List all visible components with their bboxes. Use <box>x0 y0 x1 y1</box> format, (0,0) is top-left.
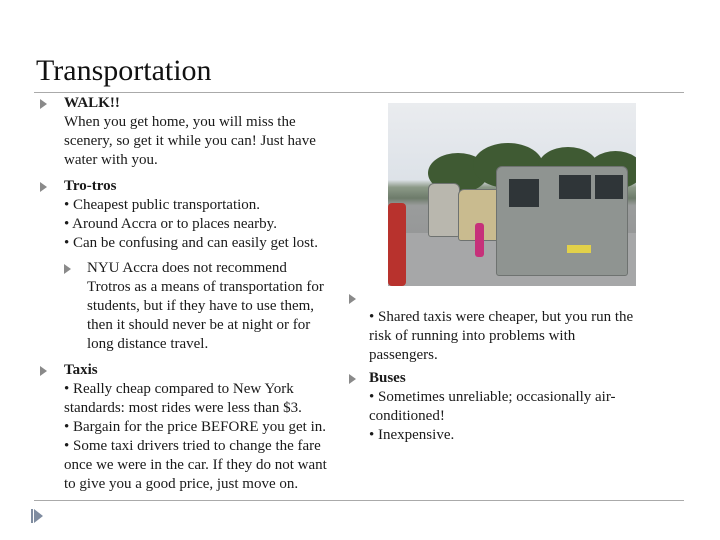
title-divider <box>34 92 684 93</box>
walk-line: scenery, so get it while you can! Just have <box>64 133 316 149</box>
shared-line: passengers. <box>369 347 438 363</box>
next-slide-icon[interactable] <box>34 509 43 523</box>
van-plate <box>567 245 591 253</box>
trotros-subnote <box>87 259 357 354</box>
pedestrian-shape <box>475 223 484 257</box>
trotros-subnote-line: long distance travel. <box>87 336 209 352</box>
van-window <box>559 175 591 199</box>
shared-line: • Shared taxis were cheaper, but you run the <box>369 309 634 325</box>
walk-line: When you get home, you will miss the <box>64 114 296 130</box>
walk-heading: WALK!! <box>64 95 120 111</box>
buses-section <box>369 369 669 445</box>
taxis-line: • Really cheap compared to New York <box>64 381 294 397</box>
taxis-line: once we were in the car. If they do not want <box>64 457 327 473</box>
trotros-subnote-line: then it should never be at night or for <box>87 317 311 333</box>
slide-title: Transportation <box>36 54 212 87</box>
bullet-arrow-icon <box>349 374 356 384</box>
van-window <box>509 179 539 207</box>
trotros-section <box>64 177 364 253</box>
taxis-section <box>64 361 364 494</box>
taxis-line: • Bargain for the price BEFORE you get in. <box>64 419 327 435</box>
buses-line: conditioned! <box>369 408 445 424</box>
minibus-shape <box>496 166 628 276</box>
walk-section <box>64 94 364 170</box>
red-car-shape <box>388 203 406 286</box>
trotros-line: • Around Accra or to places nearby. <box>64 216 277 232</box>
trotros-subnote-line: NYU Accra does not recommend <box>87 260 287 276</box>
van-window <box>595 175 623 199</box>
sub-bullet-arrow-icon <box>64 264 71 274</box>
nav-bar <box>31 509 33 523</box>
minibus-shape <box>428 183 460 237</box>
buses-line: • Inexpensive. <box>369 427 455 443</box>
taxis-line: • Some taxi drivers tried to change the fare <box>64 438 321 454</box>
shared-taxis-section <box>369 308 669 365</box>
bullet-arrow-icon <box>349 294 356 304</box>
trotros-heading: Tro-tros <box>64 178 117 194</box>
buses-heading: Buses <box>369 370 406 386</box>
trotros-subnote-line: Trotros as a means of transportation for <box>87 279 324 295</box>
traffic-photo <box>388 103 636 286</box>
shared-line: risk of running into problems with <box>369 328 576 344</box>
trotros-subnote-line: students, but if they have to use them, <box>87 298 315 314</box>
taxis-line: standards: most rides were less than $3. <box>64 400 302 416</box>
bullet-arrow-icon <box>40 99 47 109</box>
taxis-line: to give you a good price, just move on. <box>64 476 299 492</box>
taxis-heading: Taxis <box>64 362 98 378</box>
trotros-line: • Cheapest public transportation. <box>64 197 261 213</box>
bullet-arrow-icon <box>40 366 47 376</box>
buses-line: • Sometimes unreliable; occasionally air- <box>369 389 616 405</box>
walk-line: water with you. <box>64 152 158 168</box>
bullet-arrow-icon <box>40 182 47 192</box>
trotros-line: • Can be confusing and can easily get lost. <box>64 235 318 251</box>
footer-divider <box>34 500 684 501</box>
